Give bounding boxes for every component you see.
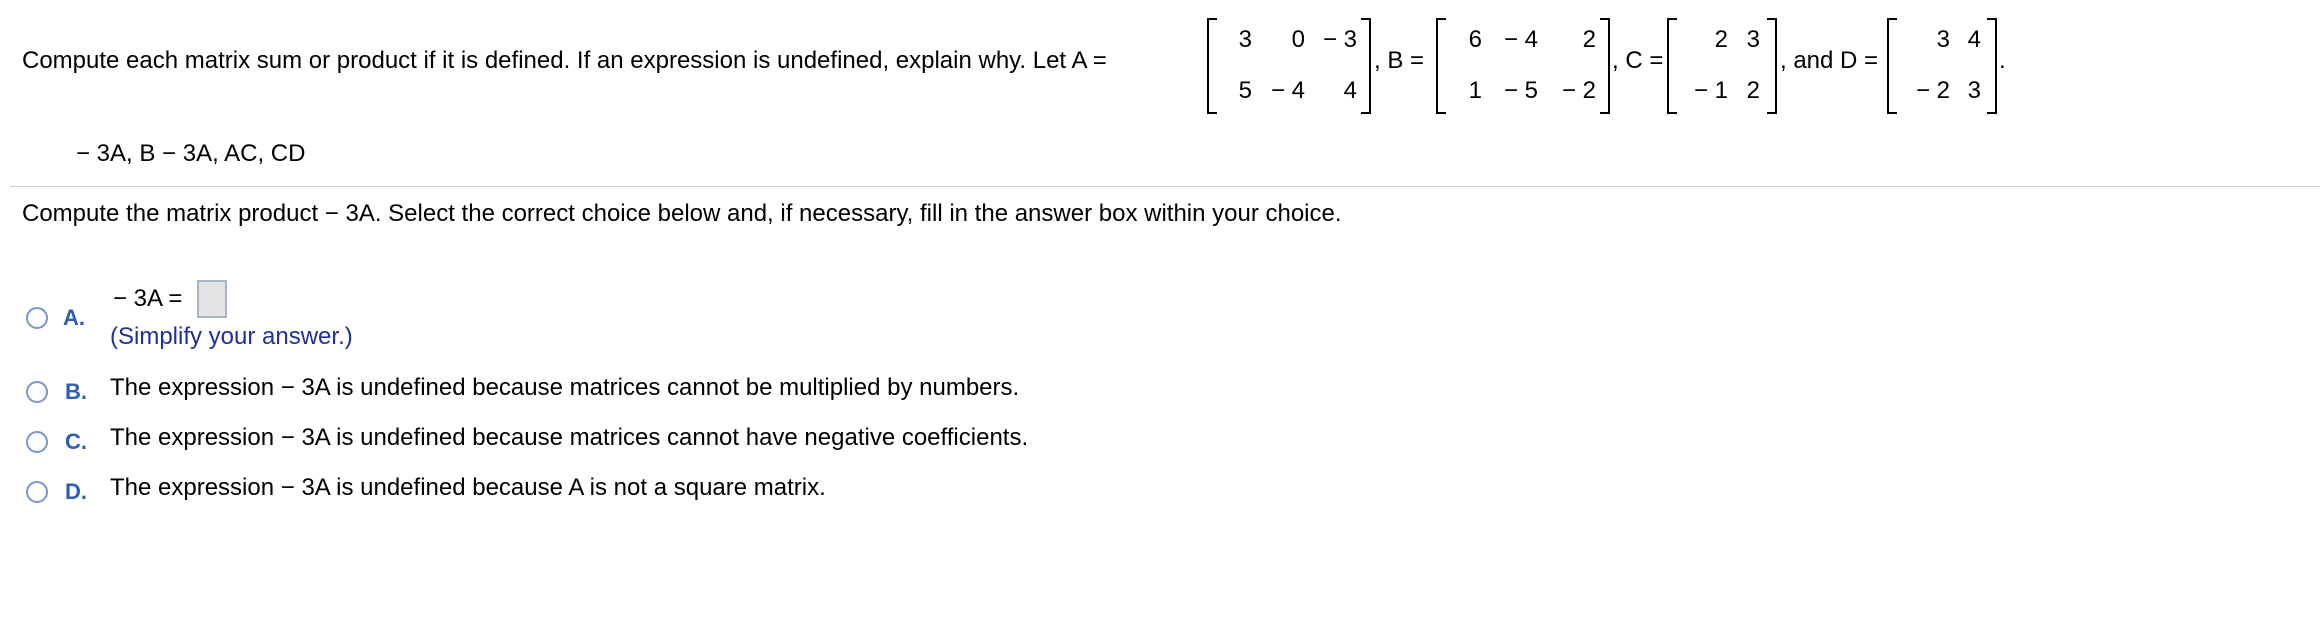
matrix-a-right-bracket — [1361, 18, 1371, 114]
matrix-d-cell: 3 — [1967, 77, 1981, 104]
choice-d-text[interactable]: The expression − 3A is undefined because A is not a square matrix. — [110, 474, 826, 501]
matrix-b — [1436, 18, 1610, 114]
matrix-b-cell: 6 — [1468, 26, 1482, 53]
choice-a-hint: (Simplify your answer.) — [110, 323, 353, 350]
statement-end: . — [1999, 47, 2006, 74]
matrix-c-cell: 2 — [1714, 26, 1728, 53]
matrix-d-cell: − 2 — [1915, 77, 1950, 104]
matrix-d-right-bracket — [1987, 18, 1997, 114]
choice-c-radio[interactable] — [26, 431, 48, 453]
matrix-c-cell: − 1 — [1693, 77, 1728, 104]
matrix-c-cell: 2 — [1746, 77, 1760, 104]
matrix-d — [1887, 18, 1997, 114]
answer-input-box[interactable] — [197, 280, 227, 318]
matrix-a-cell: 5 — [1238, 77, 1252, 104]
choice-a-radio[interactable] — [26, 307, 48, 329]
choice-a-label: − 3A = — [113, 285, 183, 312]
separator-b: , B = — [1374, 47, 1425, 74]
matrix-b-cell: − 5 — [1503, 77, 1538, 104]
matrix-b-cell: 2 — [1582, 26, 1596, 53]
divider — [10, 186, 2320, 187]
choice-b-text[interactable]: The expression − 3A is undefined because matrices cannot be multiplied by numbers. — [110, 374, 1020, 401]
matrix-a-cell: 4 — [1343, 77, 1357, 104]
matrix-a-cell: 3 — [1238, 26, 1252, 53]
matrix-b-cell: 1 — [1468, 77, 1482, 104]
matrix-b-cell: − 2 — [1561, 77, 1596, 104]
matrix-d-cell: 4 — [1967, 26, 1981, 53]
choice-d-radio[interactable] — [26, 481, 48, 503]
matrix-d-cell: 3 — [1936, 26, 1950, 53]
matrix-d-left-bracket — [1887, 18, 1897, 114]
choice-b-radio[interactable] — [26, 381, 48, 403]
matrix-a — [1207, 18, 1371, 114]
matrix-b-right-bracket — [1600, 18, 1610, 114]
question-instruction: Compute the matrix product − 3A. Select the correct choice below and, if necessary, fill in the answer box within your choice. — [22, 200, 1342, 227]
matrix-a-cell: − 3 — [1322, 26, 1357, 53]
choice-d-letter[interactable]: D. — [65, 479, 87, 504]
choice-c-letter[interactable]: C. — [65, 429, 87, 454]
choice-a-letter[interactable]: A. — [63, 305, 85, 330]
problem-statement: Compute each matrix sum or product if it is defined. If an expression is undefined, explain why. Let A = — [22, 47, 1107, 74]
matrix-a-left-bracket — [1207, 18, 1217, 114]
separator-c: , C = — [1612, 47, 1664, 74]
matrix-a-cell: 0 — [1291, 26, 1305, 53]
matrix-c-left-bracket — [1667, 18, 1677, 114]
separator-d: , and D = — [1780, 47, 1879, 74]
matrix-c-right-bracket — [1767, 18, 1777, 114]
matrix-c — [1667, 18, 1777, 114]
matrix-c-cell: 3 — [1746, 26, 1760, 53]
expression-list: − 3A, B − 3A, AC, CD — [76, 140, 306, 167]
matrix-b-left-bracket — [1436, 18, 1446, 114]
choice-c-text[interactable]: The expression − 3A is undefined because matrices cannot have negative coefficients. — [110, 424, 1029, 451]
matrix-a-cell: − 4 — [1270, 77, 1305, 104]
choice-b-letter[interactable]: B. — [65, 379, 87, 404]
matrix-b-cell: − 4 — [1503, 26, 1538, 53]
